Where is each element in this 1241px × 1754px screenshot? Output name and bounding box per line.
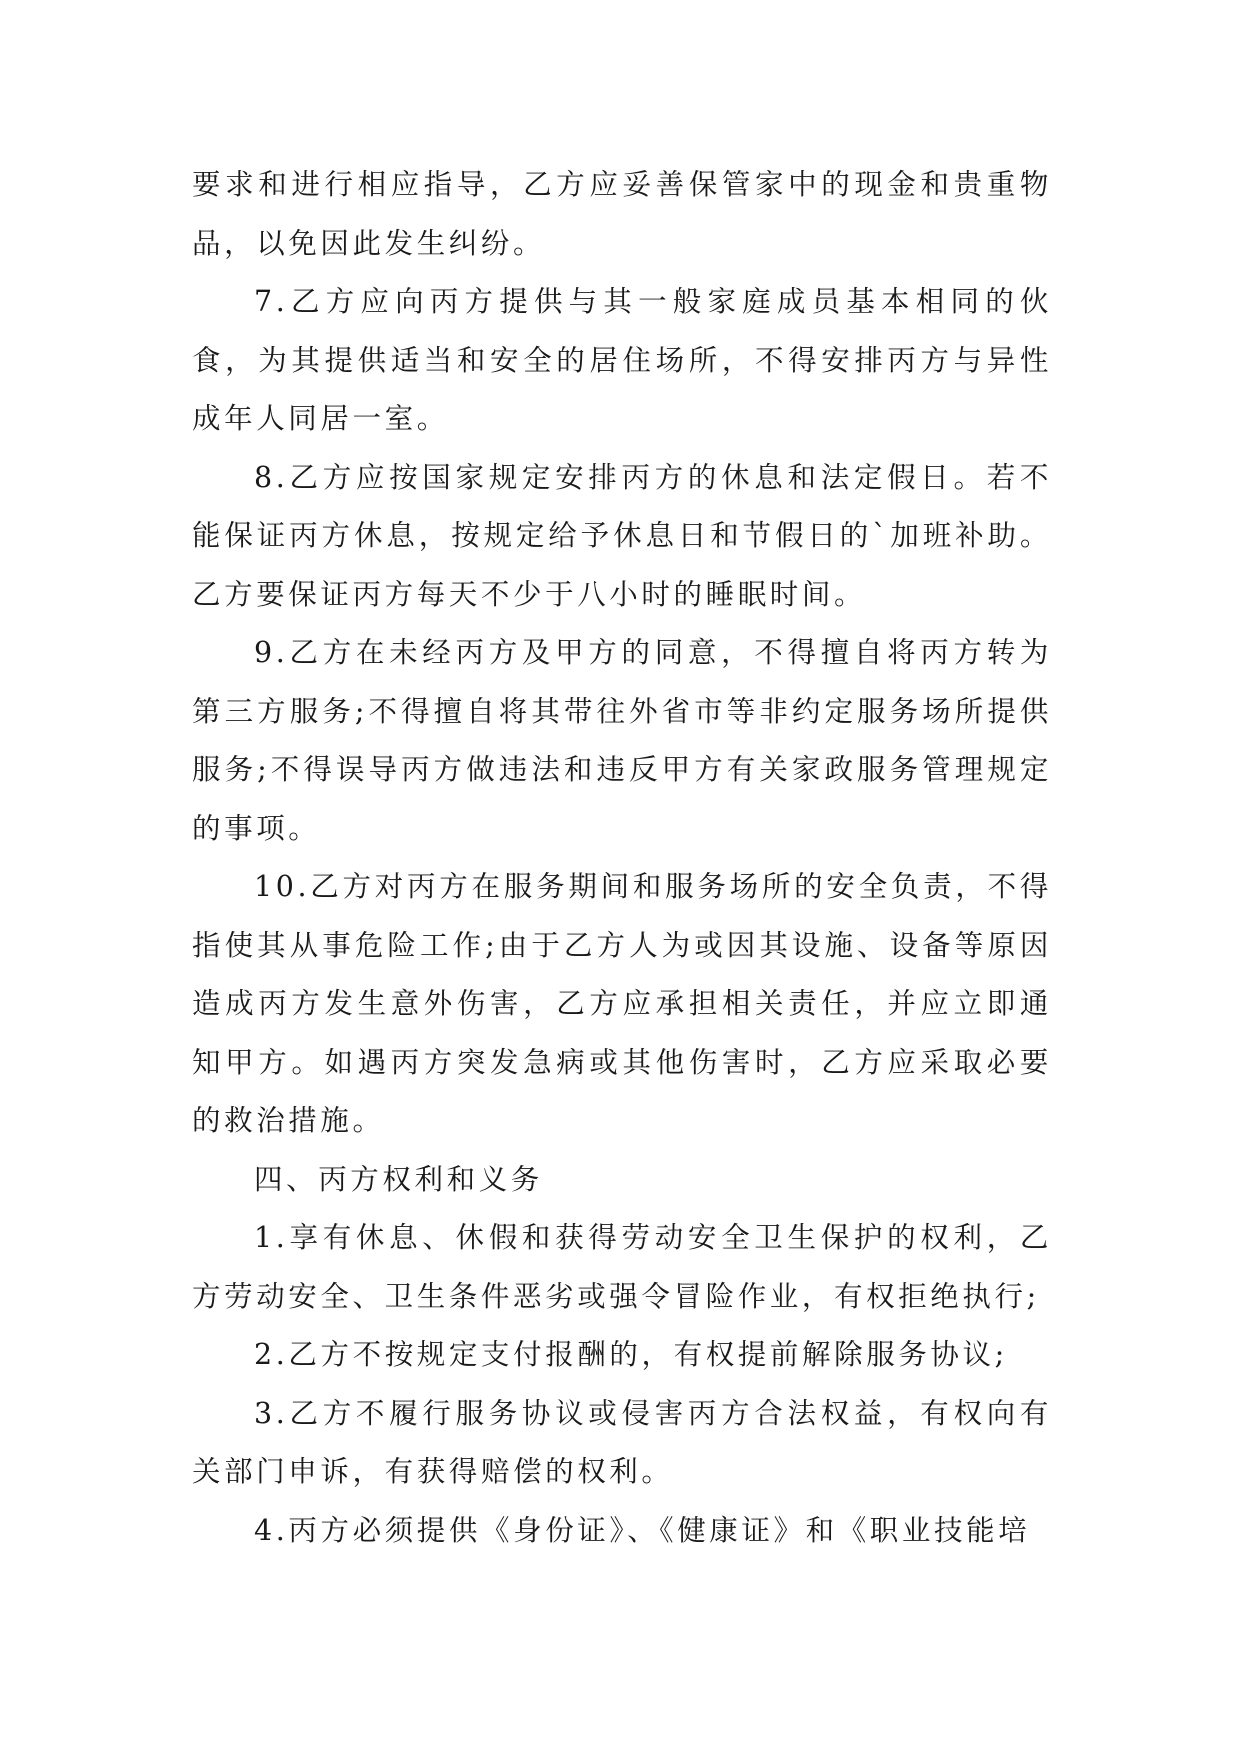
paragraph-item-10: 10.乙方对丙方在服务期间和服务场所的安全负责，不得指使其从事危险工作;由于乙方人为或因其设施、设备等原因造成丙方发生意外伤害，乙方应承担相关责任，并应立即通知甲方。如遇丙方突发急病或其他伤害时，乙方应采取必要的救治措施。 [192, 870, 1052, 1137]
paragraph-item-3: 3.乙方不履行服务协议或侵害丙方合法权益，有权向有关部门申诉，有获得赔偿的权利。 [192, 1396, 1052, 1488]
document-body [192, 156, 1052, 1560]
paragraph-item-8: 8.乙方应按国家规定安排丙方的休息和法定假日。若不能保证丙方休息，按规定给予休息日和节假日的`加班补助。乙方要保证丙方每天不少于八小时的睡眠时间。 [192, 460, 1052, 611]
paragraph-item-2: 2.乙方不按规定支付报酬的，有权提前解除服务协议; [254, 1338, 1008, 1371]
paragraph-item-4: 4.丙方必须提供《身份证》、《健康证》和《职业技能培 [254, 1513, 1031, 1547]
paragraph-item-1: 1.享有休息、休假和获得劳动安全卫生保护的权利，乙方劳动安全、卫生条件恶劣或强令冒险作业，有权拒绝执行; [192, 1221, 1052, 1313]
paragraph-continuation: 要求和进行相应指导，乙方应妥善保管家中的现金和贵重物品，以免因此发生纠纷。 [192, 168, 1052, 260]
section-heading-4: 四、丙方权利和义务 [254, 1162, 543, 1196]
paragraph-item-7: 7.乙方应向丙方提供与其一般家庭成员基本相同的伙食，为其提供适当和安全的居住场所，不得安排丙方与异性成年人同居一室。 [192, 285, 1052, 435]
paragraph-item-9: 9.乙方在未经丙方及甲方的同意，不得擅自将丙方转为第三方服务;不得擅自将其带往外省市等非约定服务场所提供服务;不得误导丙方做违法和违反甲方有关家政服务管理规定的事项。 [192, 636, 1052, 845]
